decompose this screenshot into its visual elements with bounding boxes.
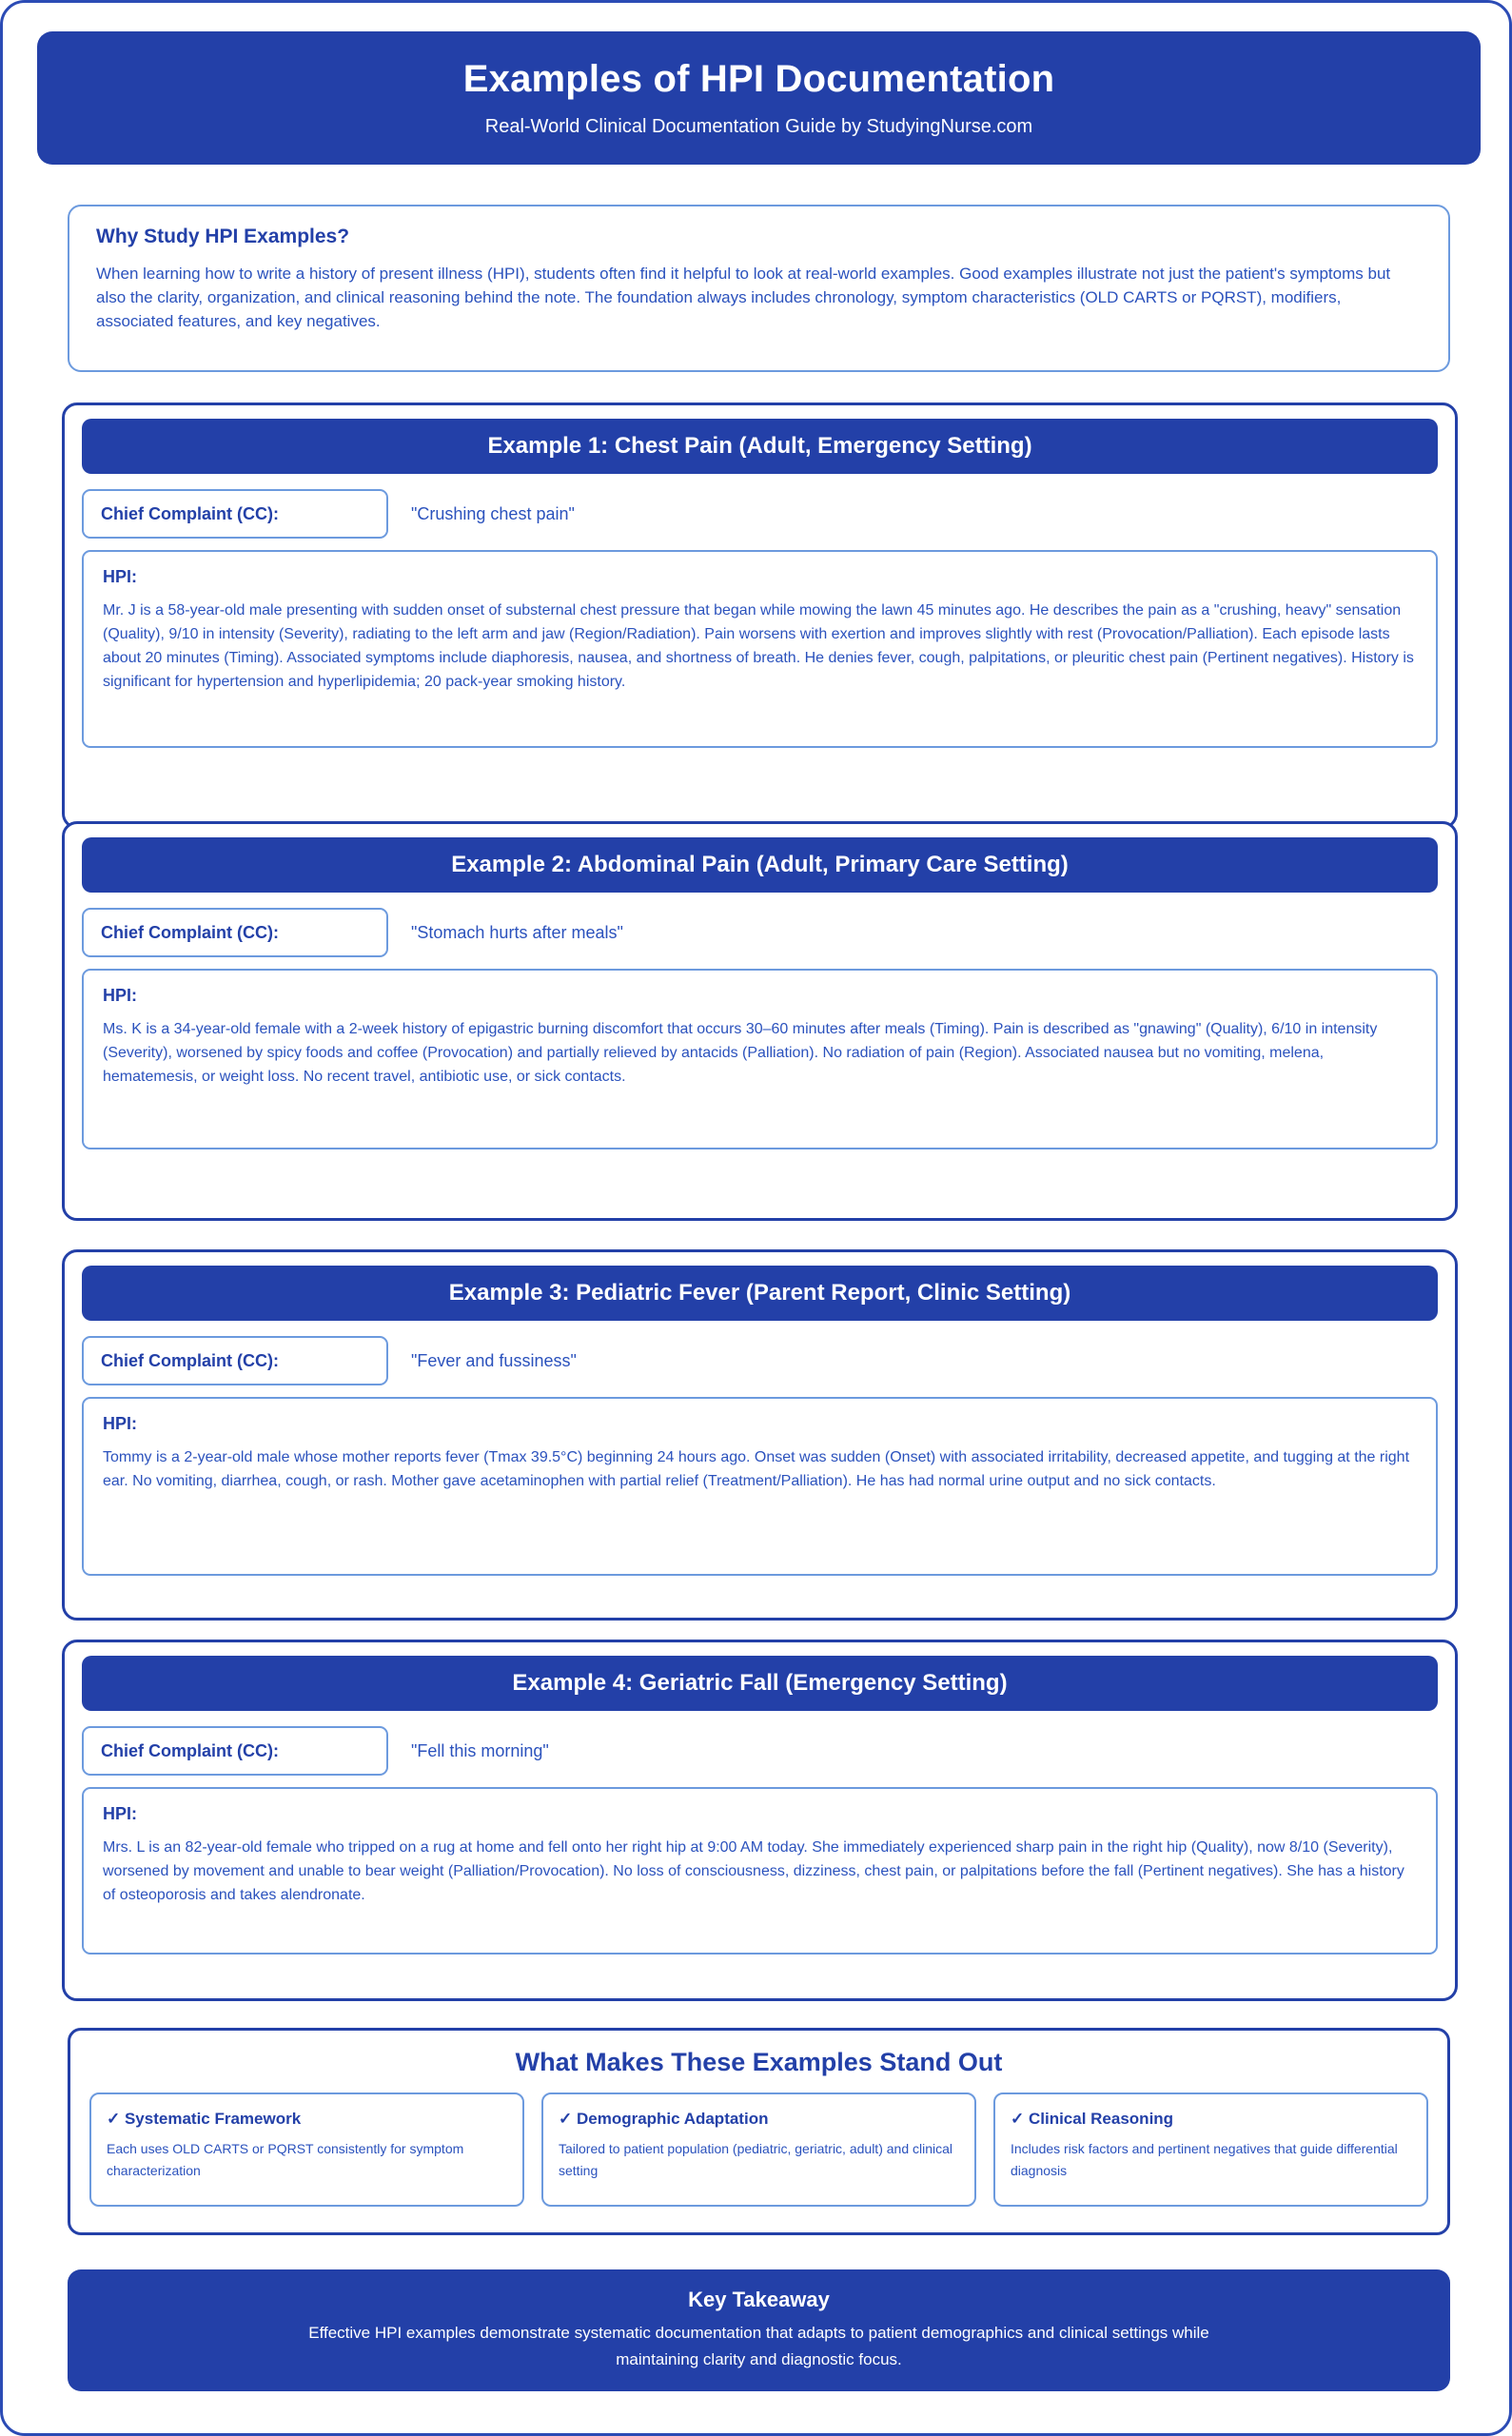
hpi-label: HPI: <box>103 567 137 586</box>
example-title: Example 3: Pediatric Fever (Parent Report, Clinic Setting) <box>448 1280 1071 1306</box>
intro-heading: Why Study HPI Examples? <box>96 226 350 247</box>
chief-complaint-label: Chief Complaint (CC): <box>101 922 279 942</box>
page-subtitle: Real-World Clinical Documentation Guide by StudyingNurse.com <box>484 116 1033 137</box>
intro-panel <box>68 205 1450 372</box>
chief-complaint-row <box>82 1726 1438 1776</box>
chief-complaint-label-box <box>82 1726 388 1776</box>
key-takeaway-body: Effective HPI examples demonstrate systematic documentation that adapts to patient demographics and clinical settings while maintaining clarity and diagnostic focus. <box>308 2324 1209 2368</box>
standout-cell-body: Tailored to patient population (pediatric, geriatric, adult) and clinical setting <box>559 2141 953 2178</box>
hpi-body: Mrs. L is an 82-year-old female who tripped on a rug at home and fell onto her right hip at 9:00 AM today. She immediately experienced sharp pain in the right hip (Quality), now 8/10 (Severity), worsened by movement and unable to bear weight (Palliation/Provocation). No loss of consciousness, dizziness, chest pain, or palpitations before the fall (Pertinent negatives). She has a history of osteoporosis and takes alendronate. <box>103 1839 1404 1903</box>
hpi-label: HPI: <box>103 1414 137 1433</box>
standout-cell-body: Includes risk factors and pertinent negatives that guide differential diagnosis <box>1011 2141 1398 2178</box>
hpi-box <box>82 1397 1438 1576</box>
chief-complaint-label: Chief Complaint (CC): <box>101 1350 279 1370</box>
chief-complaint-value: "Fever and fussiness" <box>411 1351 577 1370</box>
chief-complaint-label-box <box>82 908 388 957</box>
example-title: Example 1: Chest Pain (Adult, Emergency Setting) <box>487 433 1032 459</box>
standout-panel <box>68 2028 1450 2235</box>
standout-cell-title: ✓ Clinical Reasoning <box>1011 2110 1174 2128</box>
page-title: Examples of HPI Documentation <box>462 58 1055 100</box>
example-card <box>62 403 1458 829</box>
key-takeaway-banner <box>68 2269 1450 2391</box>
chief-complaint-value: "Stomach hurts after meals" <box>411 923 623 942</box>
standout-cell <box>89 2092 524 2207</box>
standout-grid <box>70 2092 1447 2207</box>
example-card <box>62 821 1458 1221</box>
example-title: Example 2: Abdominal Pain (Adult, Primary Care Setting) <box>451 852 1069 877</box>
example-header <box>82 419 1438 474</box>
hpi-box <box>82 969 1438 1149</box>
standout-cell-title: ✓ Demographic Adaptation <box>559 2110 769 2128</box>
hpi-label: HPI: <box>103 1804 137 1823</box>
chief-complaint-value: "Fell this morning" <box>411 1741 549 1760</box>
hpi-box <box>82 550 1438 748</box>
chief-complaint-label-box <box>82 1336 388 1385</box>
standout-title: What Makes These Examples Stand Out <box>515 2048 1003 2076</box>
example-header <box>82 1266 1438 1321</box>
hpi-body: Tommy is a 2-year-old male whose mother reports fever (Tmax 39.5°C) beginning 24 hours ago. Onset was sudden (Onset) with associated irritability, decreased appetite, and tugging at the right ear. No vomiting, diarrhea, cough, or rash. Mother gave acetaminophen with partial relief (Treatment/Palliation). He has had normal urine output and no sick contacts. <box>103 1449 1410 1489</box>
chief-complaint-label: Chief Complaint (CC): <box>101 503 279 523</box>
chief-complaint-value: "Crushing chest pain" <box>411 504 575 523</box>
example-card <box>62 1640 1458 2001</box>
chief-complaint-label-box <box>82 489 388 539</box>
standout-cell <box>993 2092 1428 2207</box>
intro-body: When learning how to write a history of present illness (HPI), students often find it helpful to look at real-world examples. Good examples illustrate not just the patient's symptoms but also the clarity, organization, and clinical reasoning behind the note. The foundation always includes chronology, symptom characteristics (OLD CARTS or PQRST), modifiers, associated features, and key negatives. <box>96 265 1391 330</box>
key-takeaway-title: Key Takeaway <box>688 2288 830 2311</box>
example-header <box>82 1656 1438 1711</box>
chief-complaint-row <box>82 908 1438 957</box>
example-header <box>82 837 1438 893</box>
chief-complaint-label: Chief Complaint (CC): <box>101 1740 279 1760</box>
hpi-body: Ms. K is a 34-year-old female with a 2-week history of epigastric burning discomfort that occurs 30–60 minutes after meals (Timing). Pain is described as "gnawing" (Quality), 6/10 in intensity (Severity), worsened by spicy foods and coffee (Provocation) and partially relieved by antacids (Palliation). No radiation of pain (Region). Associated nausea but no vomiting, melena, hematemesis, or weight loss. No recent travel, antibiotic use, or sick contacts. <box>103 1021 1378 1085</box>
hpi-box <box>82 1787 1438 1955</box>
example-title: Example 4: Geriatric Fall (Emergency Setting) <box>512 1670 1008 1696</box>
chief-complaint-row <box>82 1336 1438 1385</box>
hpi-label: HPI: <box>103 986 137 1005</box>
title-banner <box>37 31 1481 165</box>
standout-cell <box>541 2092 976 2207</box>
standout-cell-title: ✓ Systematic Framework <box>107 2110 302 2128</box>
chief-complaint-row <box>82 489 1438 539</box>
hpi-body: Mr. J is a 58-year-old male presenting with sudden onset of substernal chest pressure that began while mowing the lawn 45 minutes ago. He describes the pain as a "crushing, heavy" sensation (Quality), 9/10 in intensity (Severity), radiating to the left arm and jaw (Region/Radiation). Pain worsens with exertion and improves slightly with rest (Provocation/Palliation). Each episode lasts about 20 minutes (Timing). Associated symptoms include diaphoresis, nausea, and shortness of breath. He denies fever, cough, palpitations, or pleuritic chest pain (Pertinent negatives). History is significant for hypertension and hyperlipidemia; 20 pack-year smoking history. <box>103 602 1414 690</box>
standout-cell-body: Each uses OLD CARTS or PQRST consistently for symptom characterization <box>107 2141 464 2178</box>
example-card <box>62 1249 1458 1621</box>
